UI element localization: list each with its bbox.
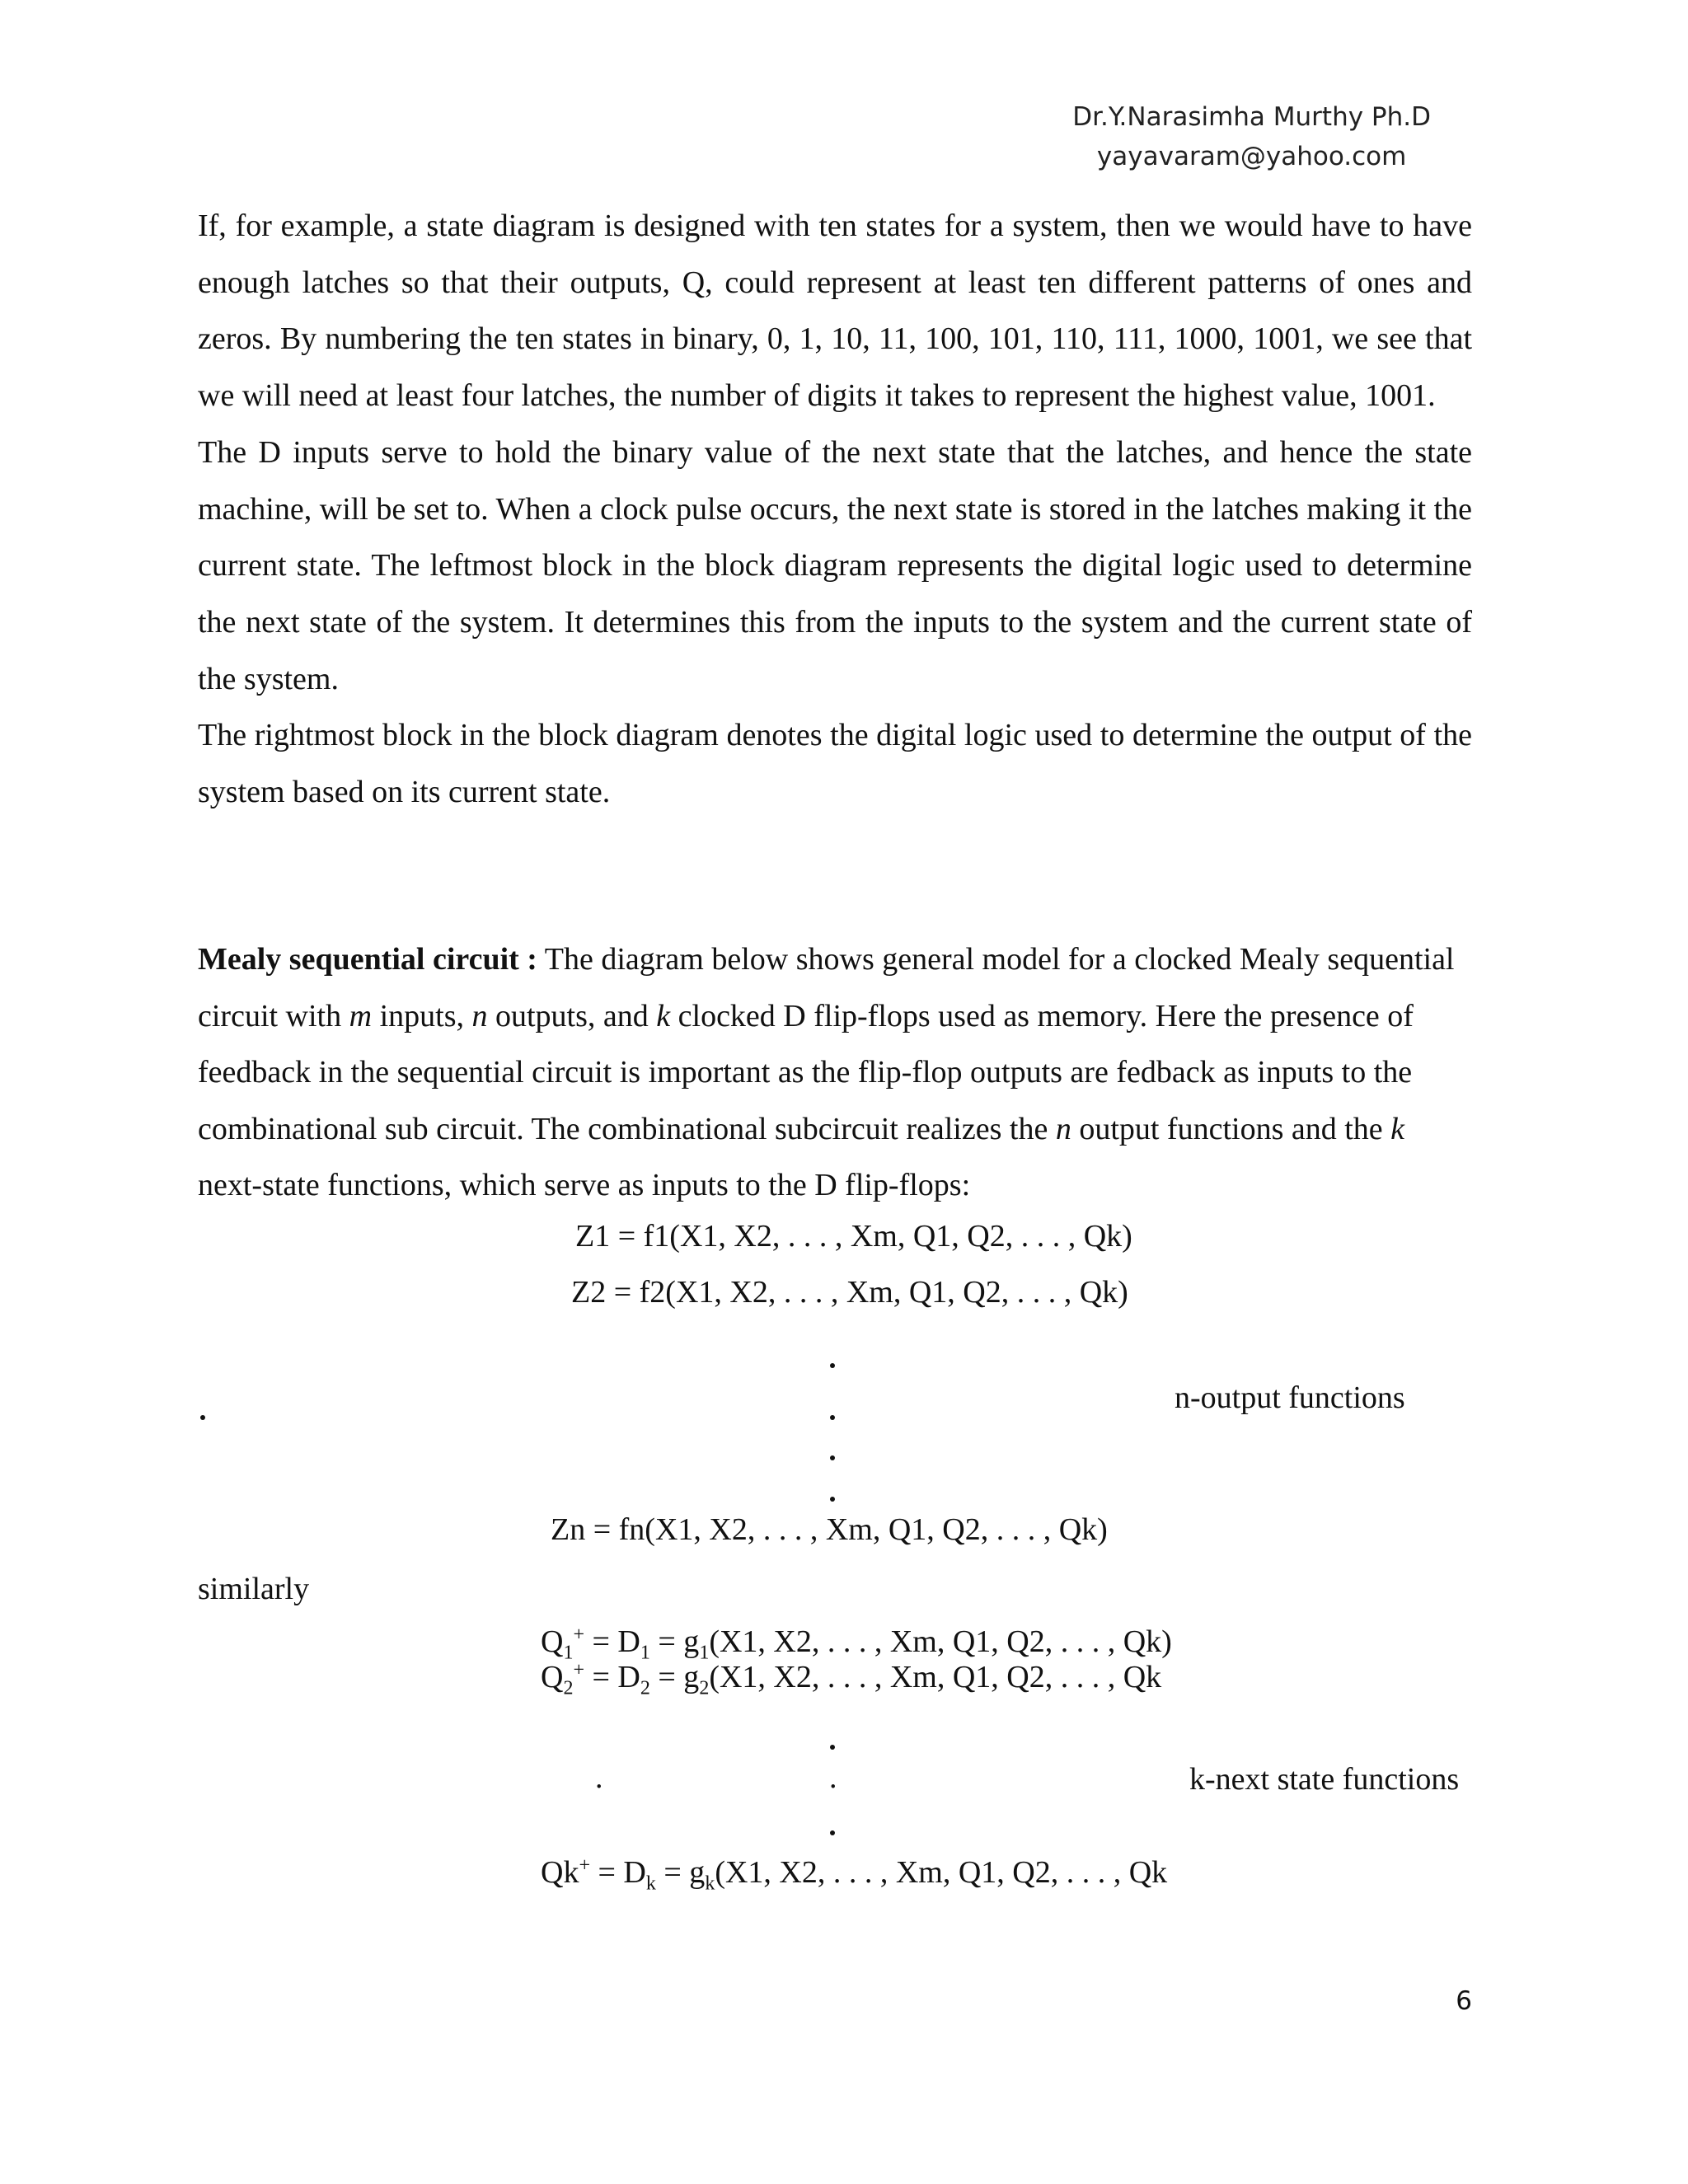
- paragraph: The D inputs serve to hold the binary value of the next state that the latches, and hence the state machine, will be set to. When a clock pulse occurs, the next state is stored in the latches making it the current state. The leftmost block in the block diagram represents the digital logic used to determine the next state of the system. It determines this from the inputs to the system and the current state of the system.: [198, 434, 1472, 696]
- small-dot: .: [595, 1760, 603, 1795]
- mealy-text: clocked D flip-flops used as memory. Here the presence of feedback in the sequential circuit is important as the flip-flop outputs are fedback as inputs to the combinational sub circuit. The combinational subcircuit realizes the: [198, 998, 1414, 1146]
- k-next-state-functions-label: k-next state functions: [1189, 1762, 1460, 1797]
- mealy-text: inputs,: [372, 998, 472, 1033]
- mealy-text: next-state functions, which serve as inputs to the D flip-flops:: [198, 1168, 971, 1202]
- paragraph: The rightmost block in the block diagram denotes the digital logic used to determine the output of the system based on its current state.: [198, 718, 1472, 810]
- eq-sub: 2: [699, 1677, 710, 1699]
- eq-sub: 1: [699, 1642, 710, 1664]
- var-n: n: [471, 998, 488, 1033]
- eq-term: = D: [590, 1855, 646, 1890]
- body-text: [198, 198, 1472, 821]
- mealy-heading: Mealy sequential circuit :: [198, 942, 537, 977]
- eq-sub: k: [705, 1872, 715, 1895]
- mealy-section: [198, 931, 1472, 1214]
- equation-zn: Zn = fn(X1, X2, . . . , Xm, Q1, Q2, . . . , Qk): [551, 1512, 1108, 1547]
- equation-q2: [541, 1659, 1162, 1699]
- mealy-paragraph: [198, 931, 1472, 1214]
- vertical-ellipsis-dot: [830, 1415, 835, 1420]
- small-dot: .: [829, 1760, 837, 1795]
- eq-sub: 1: [563, 1642, 574, 1664]
- eq-term: Q: [541, 1660, 564, 1694]
- eq-sub: 2: [563, 1677, 574, 1699]
- page-header: [1072, 97, 1431, 176]
- eq-term: (X1, X2, . . . , Xm, Q1, Q2, . . . , Qk): [709, 1624, 1172, 1659]
- eq-term: = g: [649, 1624, 700, 1659]
- author-email: yayavaram@yahoo.com: [1096, 142, 1407, 171]
- eq-sub: 1: [640, 1642, 650, 1664]
- vertical-ellipsis-dot: [830, 1455, 835, 1460]
- vertical-ellipsis-dot: [830, 1363, 835, 1368]
- eq-term: = g: [649, 1660, 700, 1694]
- page-number: 6: [1456, 1986, 1472, 2016]
- equation-q1: [541, 1624, 1172, 1664]
- eq-term: Qk: [541, 1855, 579, 1890]
- eq-term: = D: [584, 1660, 640, 1694]
- eq-sub: 2: [640, 1677, 650, 1699]
- var-k: k: [656, 998, 671, 1033]
- eq-sup: +: [579, 1854, 590, 1877]
- eq-sub: k: [645, 1872, 656, 1895]
- eq-term: = g: [655, 1855, 706, 1890]
- eq-term: = D: [584, 1624, 640, 1659]
- eq-term: (X1, X2, . . . , Xm, Q1, Q2, . . . , Qk: [715, 1855, 1168, 1890]
- equation-z2: Z2 = f2(X1, X2, . . . , Xm, Q1, Q2, . . . , Qk): [571, 1275, 1128, 1310]
- eq-sup: +: [573, 1659, 584, 1681]
- equation-qk: [541, 1854, 1168, 1895]
- ellipsis-dot: [200, 1415, 205, 1420]
- eq-term: Q: [541, 1624, 564, 1659]
- mealy-text: The diagram below shows general model for a clocked Mealy sequential circuit with: [198, 942, 1455, 1033]
- eq-sup: +: [573, 1624, 584, 1646]
- paragraph: If, for example, a state diagram is designed with ten states for a system, then we would have to have enough latches so that their outputs, Q, could represent at least ten different patterns of ones and zeros. By numbering the ten states in binary, 0, 1, 10, 11, 100, 101, 110, 111, 1000, 1001, we see that we will need at least four latches, the number of digits it takes to represent the highest value, 1001.: [198, 209, 1472, 414]
- var-n: n: [1055, 1111, 1071, 1146]
- author-name: Dr.Y.Narasimha Murthy Ph.D: [1072, 102, 1431, 132]
- var-k: k: [1390, 1111, 1405, 1146]
- eq-term: (X1, X2, . . . , Xm, Q1, Q2, . . . , Qk: [709, 1660, 1162, 1694]
- vertical-ellipsis-dot: [830, 1497, 835, 1502]
- equation-z1: Z1 = f1(X1, X2, . . . , Xm, Q1, Q2, . . . , Qk): [575, 1219, 1132, 1254]
- mealy-text: outputs, and: [487, 998, 657, 1033]
- vertical-ellipsis-dot: [830, 1745, 835, 1750]
- similarly-text: similarly: [198, 1572, 310, 1606]
- vertical-ellipsis-dot: [830, 1830, 835, 1835]
- var-m: m: [349, 998, 373, 1033]
- n-output-functions-label: n-output functions: [1175, 1380, 1405, 1415]
- mealy-text: output functions and the: [1071, 1111, 1391, 1146]
